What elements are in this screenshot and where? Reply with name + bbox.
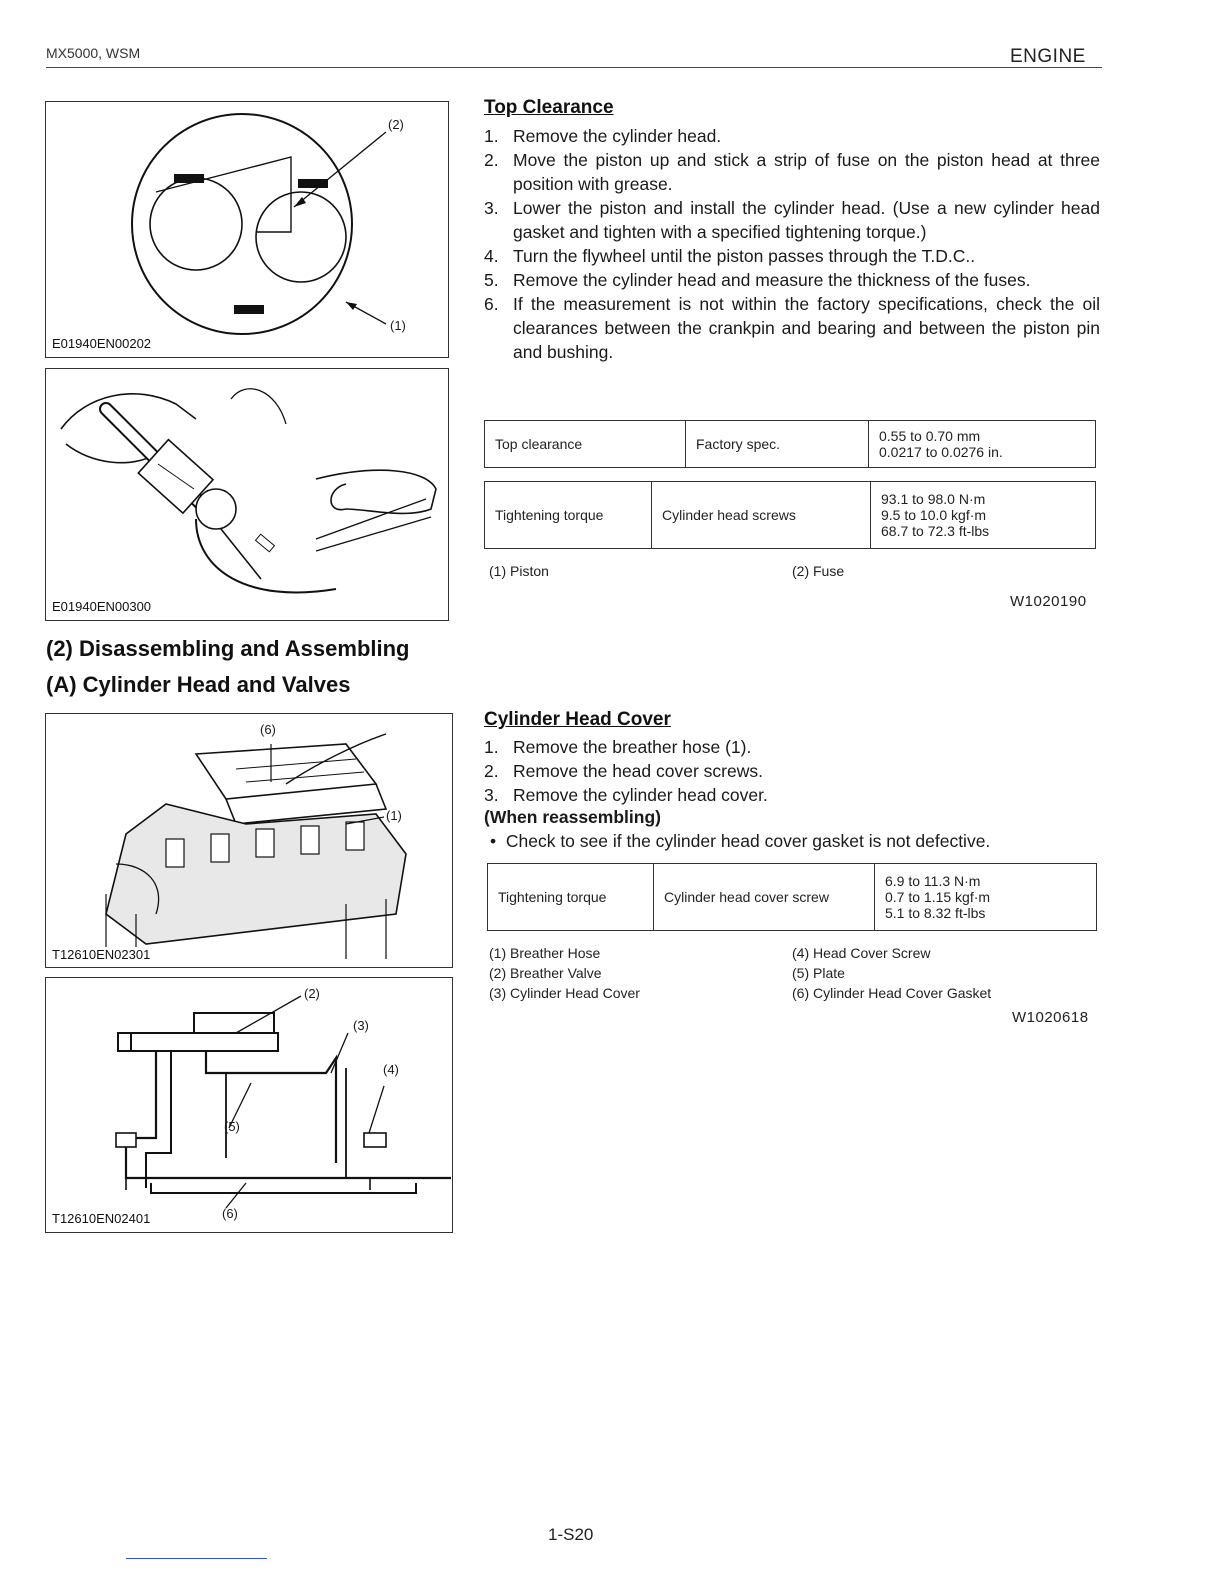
callout-2: (2) — [388, 117, 404, 132]
head-cover-title: Cylinder Head Cover — [484, 709, 671, 730]
list-item: 2. Move the piston up and stick a strip of fuse on the piston head at three position with grease. — [484, 150, 1100, 194]
subsection-heading: (A) Cylinder Head and Valves — [46, 672, 351, 697]
list-item: 5. Remove the cylinder head and measure the thickness of the fuses. — [484, 270, 1031, 290]
callout-4: (4) — [383, 1062, 399, 1077]
figure-piston-fuse — [45, 101, 449, 358]
cylinder-head-torque-table — [484, 481, 1096, 549]
list-item: 2. Remove the head cover screws. — [484, 761, 763, 781]
figure-head-cover-section — [45, 977, 453, 1233]
footer-rule — [126, 1558, 267, 1559]
list-item: 1. Remove the cylinder head. — [484, 126, 722, 146]
figure-id: T12610EN02401 — [52, 1211, 151, 1226]
header-manual-title: MX5000, WSM — [46, 45, 141, 61]
micrometer-illustration — [46, 369, 448, 620]
reassembling-note: • Check to see if the cylinder head cover gasket is not defective. — [490, 831, 991, 851]
list-item: 3. Remove the cylinder head cover. — [484, 785, 768, 805]
torque-part: Cylinder head cover screw — [654, 864, 875, 931]
torque-values: 93.1 to 98.0 N·m 9.5 to 10.0 kgf·m 68.7 to 72.3 ft-lbs — [871, 482, 1096, 549]
callout-2: (2) — [304, 986, 320, 1001]
legend-piston: (1) Piston — [489, 563, 549, 579]
callout-6: (6) — [260, 722, 276, 737]
list-item: 3. Lower the piston and install the cylinder head. (Use a new cylinder head gasket and tighten with a specified tightening torque.) — [484, 198, 1100, 242]
legend-fuse: (2) Fuse — [792, 563, 845, 579]
head-cover-section-illustration — [46, 978, 452, 1232]
head-cover-steps — [484, 735, 1100, 807]
header-section-title: ENGINE — [1010, 46, 1086, 67]
callout-5: (5) — [224, 1119, 240, 1134]
figure-micrometer — [45, 368, 449, 621]
head-cover-torque-table — [487, 863, 1097, 931]
top-clearance-spec-table — [484, 420, 1096, 468]
torque-part: Cylinder head screws — [652, 482, 871, 549]
callout-3: (3) — [353, 1018, 369, 1033]
callout-1: (1) — [386, 808, 402, 823]
legend-right: (4) Head Cover Screw (5) Plate (6) Cylinder Head Cover Gasket — [792, 945, 992, 1001]
bullet-icon: • — [490, 831, 506, 851]
torque-item: Tightening torque — [485, 482, 652, 549]
reassembling-heading: (When reassembling) — [484, 807, 661, 827]
figure-id: E01940EN00300 — [52, 599, 152, 614]
callout-6: (6) — [222, 1206, 238, 1221]
top-clearance-title: Top Clearance — [484, 97, 614, 118]
page-number: 1-S20 — [548, 1525, 594, 1544]
top-clearance-steps — [484, 124, 1100, 364]
engine-illustration — [46, 714, 452, 967]
figure-id: E01940EN00202 — [52, 336, 152, 351]
reference-code: W1020190 — [1010, 593, 1087, 610]
reference-code: W1020618 — [1012, 1009, 1089, 1026]
list-item: 4. Turn the flywheel until the piston passes through the T.D.C.. — [484, 246, 976, 266]
spec-values: 0.55 to 0.70 mm 0.0217 to 0.0276 in. — [869, 421, 1096, 468]
header-rule — [46, 67, 1102, 68]
section-heading: (2) Disassembling and Assembling — [46, 636, 410, 661]
piston-fuse-illustration — [46, 102, 448, 357]
spec-label: Factory spec. — [686, 421, 869, 468]
torque-values: 6.9 to 11.3 N·m 0.7 to 1.15 kgf·m 5.1 to 8.32 ft-lbs — [875, 864, 1097, 931]
list-item: 1. Remove the breather hose (1). — [484, 737, 752, 757]
legend-left: (1) Breather Hose (2) Breather Valve (3) Cylinder Head Cover — [489, 945, 640, 1001]
list-item: 6. If the measurement is not within the factory specifications, check the oil clearances between the crankpin and bearing and between the piston pin and bushing. — [484, 294, 1100, 362]
spec-item: Top clearance — [485, 421, 686, 468]
torque-item: Tightening torque — [488, 864, 654, 931]
figure-id: T12610EN02301 — [52, 947, 151, 962]
callout-1: (1) — [390, 318, 406, 333]
figure-engine-head-cover — [45, 713, 453, 968]
